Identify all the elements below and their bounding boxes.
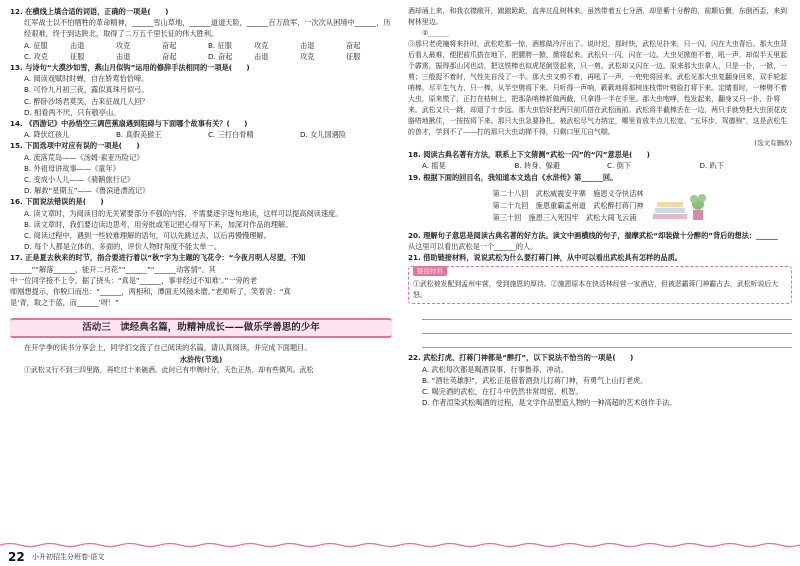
passage-p3: ③那只老虎撞将来扑时，武松吃那一惊，酒都做冷汗出了。说时迟，那时快，武松见扑来，只一闪，闪在大虫背后。那大虫背后看人最难，便把前爪搭在地下，把腰胯一掀，掀将起来。武松只一闪，闪在一边。大虫见掀他不着，吼一声，却似半天里起个霹雳，振得那山冈也动，把这铁棒也似虎尾倒竖起来，只一剪。武松却又闪在一边。原来那大虫拿人，只是一扑，一掀，一剪；三般捉不着时，气性先自没了一半。那大虫又剪不着，再吼了一声，一兜兜将回来。武松见那大虫复翻身回来，双手轮起哨棒，尽平生气力，只一棒，从半空劈将下来。只听得一声响，簌簌地将那树连枝带叶劈脸打将下来。定睛看时，一棒劈不着大虫，原来慌了，正打在枯树上，把那条哨棒折做两截，只拿得一半在手里。那大虫咆哮，性发起来，翻身又只一扑，扑将来。武松又只一跳，却退了十步远。那大虫恰好把两只前爪搭在武松面前。武松将半截棒丢在一边，两只手就势把大虫顶花皮胳嗒地揪住，一按按将下来。那只大虫急要挣扎，被武松尽气力纳定，哪里肯放半点儿松宽。“五环步，驾德驹”，这是武松生的兽才，学到不了——打的那只大虫动掸不得，只剩口里兀自气喘。	[408, 40, 788, 136]
q13-stem: 13. 与诗句“大漠沙如雪，燕山月似钩”运用的修辞手法相同的一项是( )	[10, 63, 250, 73]
q12-a3: 攻克	[116, 40, 131, 50]
link-material-tag: 链接材料	[413, 266, 447, 276]
books-plant-icon	[651, 186, 707, 226]
q12-c2: 征服	[70, 51, 85, 61]
q12-passage: 红军战士以不怕牺牲的革命精神，______雪山草地，______道道天险，______百万敌军，一次次从困境中______，历经艰难，终于到达陕北，取得了二万五千里长征的伟大胜利。	[24, 18, 391, 39]
q12-stem: 12. 在横线上填合适的词语，正确的一项是( )	[10, 7, 169, 16]
q12-options	[10, 40, 392, 62]
q14-options	[10, 129, 392, 140]
page-number: 22	[8, 550, 25, 564]
q12-a2: 击退	[70, 40, 85, 50]
q12-d4: 征服	[346, 51, 361, 61]
q14-option-b[interactable]: B. 真假美猴王	[116, 130, 162, 140]
q12-d3: 攻克	[300, 51, 315, 61]
q14-option-d[interactable]: D. 女儿国遇险	[300, 130, 347, 140]
q12-b3: 击退	[300, 40, 315, 50]
chapter-list	[493, 188, 652, 224]
q18-option-d[interactable]: D. 趴下	[699, 161, 724, 171]
chapter-illustration	[408, 186, 792, 226]
q19-stem[interactable]: 19. 根据下面的回目名，我知道本文选自《水浒传》第______回。	[408, 172, 618, 182]
q12-a1[interactable]: A. 征服	[24, 40, 48, 50]
q21-answer-line-2[interactable]	[422, 320, 792, 334]
q12-c3: 击退	[116, 51, 131, 61]
q18-option-b[interactable]: B. 转身、躲避	[514, 161, 560, 171]
q12-d1[interactable]: D. 奋起	[208, 51, 233, 61]
q21-stem: 21. 借助链接材料，说说武松为什么要打蒋门神，从中可以看出武松具有怎样的品质。	[408, 253, 682, 263]
q17-line5[interactable]: 是‘青，取之于蓝，而______’呀！”	[10, 298, 119, 308]
chapter-29: 第二十九回 施恩重霸孟州道 武松醉打蒋门神	[492, 200, 644, 210]
q12-d2: 击退	[254, 51, 269, 61]
passage-line1: ①武松又行不到三四里路，再吃过十来碗酒。此时已有申牌时分，天色正热，却有些微风。武松	[24, 365, 314, 374]
q22-option-c[interactable]: C. 喝完酒的武松，在打斗中仍然非常周密、机智。	[422, 387, 583, 397]
q22-option-d[interactable]: D. 作者渲染武松喝酒的过程，是文学作品塑造人物的一种高超的艺术创作手法。	[422, 398, 677, 408]
q22-option-b[interactable]: B. “酒壮英雄胆”，武松正是借着酒劲儿打蒋门神，有勇气上山打老虎。	[422, 375, 648, 385]
q13-option-a[interactable]: A. 阅读戏赋时时蝉，自在娇莺恰恰啼。	[24, 74, 149, 84]
right-column	[408, 6, 792, 546]
q12-c1[interactable]: C. 攻克	[24, 51, 48, 61]
q15-stem: 15. 下面选项中对应有误的一项是( )	[10, 141, 140, 151]
q14-stem: 14. 《西游记》中孙悟空三调芭蕉扇遇到阻碍与下面哪个故事有关？( )	[10, 119, 248, 129]
page-footer: 小升初招生分班卷·语文	[32, 553, 105, 561]
q12-a4: 奋起	[162, 40, 177, 50]
q17-line3[interactable]: 中一位同学接不上令，据了挠头：“真是”______，事非经过不知难’。”一旁的老	[10, 275, 258, 285]
q16-option-d[interactable]: D. 每个人都是立体的、多面的，评价人物时角度不能太单一。	[24, 242, 221, 252]
q18-option-c[interactable]: C. 倒下	[607, 161, 631, 171]
link-material-text: ①武松被发配到孟州牢营，受到施恩的厚待。②施恩原本在快活林经营一家酒店，但被恶霸蒋门神霸占去，武松听说后大怒。	[413, 280, 779, 300]
q22-option-a[interactable]: A. 武松每次都是喝酒误事，行事鲁莽、冲动。	[422, 364, 568, 374]
chapter-28: 第二十八回 武松威震安平寨 施恩义夺快活林	[492, 188, 644, 198]
q21-answer-line-3[interactable]	[422, 334, 792, 348]
passage-source: (选文有删改)	[754, 139, 792, 147]
q18-stem: 18. 阅读古典名著有方法，联系上下文猜测“武松一闪”的“闪”意思是( )	[408, 150, 650, 160]
q16-option-a[interactable]: A. 读文章时，为阅读目的无关紧要部分不强的内容，不需要逐字逐句地读，这样可以提高阅读速度。	[24, 208, 343, 218]
q15-option-b[interactable]: B. 外祖母讲故事——《童年》	[24, 163, 120, 173]
q12-c4: 奋起	[162, 51, 177, 61]
q18-options	[408, 160, 792, 171]
link-material-box	[408, 266, 792, 304]
q13-option-c[interactable]: C. 醉卧沙场君莫笑，古来征战几人回？	[24, 96, 149, 106]
q12-b4: 奋起	[346, 40, 361, 50]
q14-option-c[interactable]: C. 三打白骨精	[208, 130, 254, 140]
q20-stem[interactable]: 20. 理解句子意思是阅读古典名著的好方法。读文中画横线的句子，揣摩武松“却装做十分醉的”背后的想法：______	[408, 230, 778, 240]
q22-stem: 22. 武松打虎、打蒋门神都是“醉打”，以下说法不恰当的一项是( )	[408, 353, 634, 363]
activity-banner: 活动三 读经典名篇，助精神成长——做乐学善思的少年	[10, 318, 392, 338]
passage-p1: 酒却涌上来，和我衣襟敞开，踉踉跄跄，直奔过乱树林来。虽然带着五七分酒，却是紫十分醉的，前颠后偃，东倒西歪，来到树林里边。	[408, 7, 787, 26]
q15-option-c[interactable]: C. 变成小人儿——《骑鹅旅行记》	[24, 175, 135, 185]
q17-line4[interactable]: 师刚想提示，你脱口而出：“______，两相和，潭面无风镜未磨。”老师听了，笑着说：“真	[10, 287, 291, 297]
wavy-divider-icon	[0, 542, 800, 548]
q15-option-d[interactable]: D. 解救“星期五”——《鲁滨逊漂流记》	[24, 186, 150, 196]
q18-option-a[interactable]: A. 摇晃	[422, 161, 446, 171]
q13-option-d[interactable]: D. 相看两不厌，只有敬亭山。	[24, 107, 121, 117]
q15-option-a[interactable]: A. 流落荒岛——《汤姆·索亚历险记》	[24, 152, 144, 162]
left-column	[10, 6, 392, 546]
q12-b1[interactable]: B. 征服	[208, 40, 232, 50]
q16-option-b[interactable]: B. 读文章时，我们要边读边思考，用旁批或笔记把心得写下来，加深对作品的理解。	[24, 219, 293, 229]
q16-stem: 16. 下面说法错误的是( )	[10, 197, 104, 207]
chapter-30: 第三十回 施恩三入死囚牢 武松大闹飞云浦	[492, 212, 637, 222]
q17-stem: 17. 正是夏去秋来的时节，指合要进行着以“秋”字为主题的飞花令：“今夜月明人尽望，不知	[10, 253, 306, 263]
q13-option-b[interactable]: B. 可怜九月初三夜，露似真珠月似弓。	[24, 85, 149, 95]
passage-p2[interactable]: ②______	[422, 29, 449, 37]
q20-followup[interactable]: 从这里可以看出武松是一个______的人。	[408, 242, 538, 252]
activity-intro: 在开学季的读书分享会上，同学们交流了自己阅读的名篇，请认真阅读，并完成下面题目。	[24, 343, 312, 353]
q12-b2: 攻克	[254, 40, 269, 50]
q16-option-c[interactable]: C. 阅读过程中，遇到一些较难理解的语句，可以先跳过去，以后再慢慢理解。	[24, 231, 271, 241]
q21-answer-line-1[interactable]	[422, 306, 792, 320]
q17-line2[interactable]: ______”“解落______，能开二月花”“______”“______动客情”。其	[10, 264, 216, 274]
q14-option-a[interactable]: A. 降伏红孩儿	[24, 130, 70, 140]
passage-title: 水浒传(节选)	[179, 354, 223, 364]
